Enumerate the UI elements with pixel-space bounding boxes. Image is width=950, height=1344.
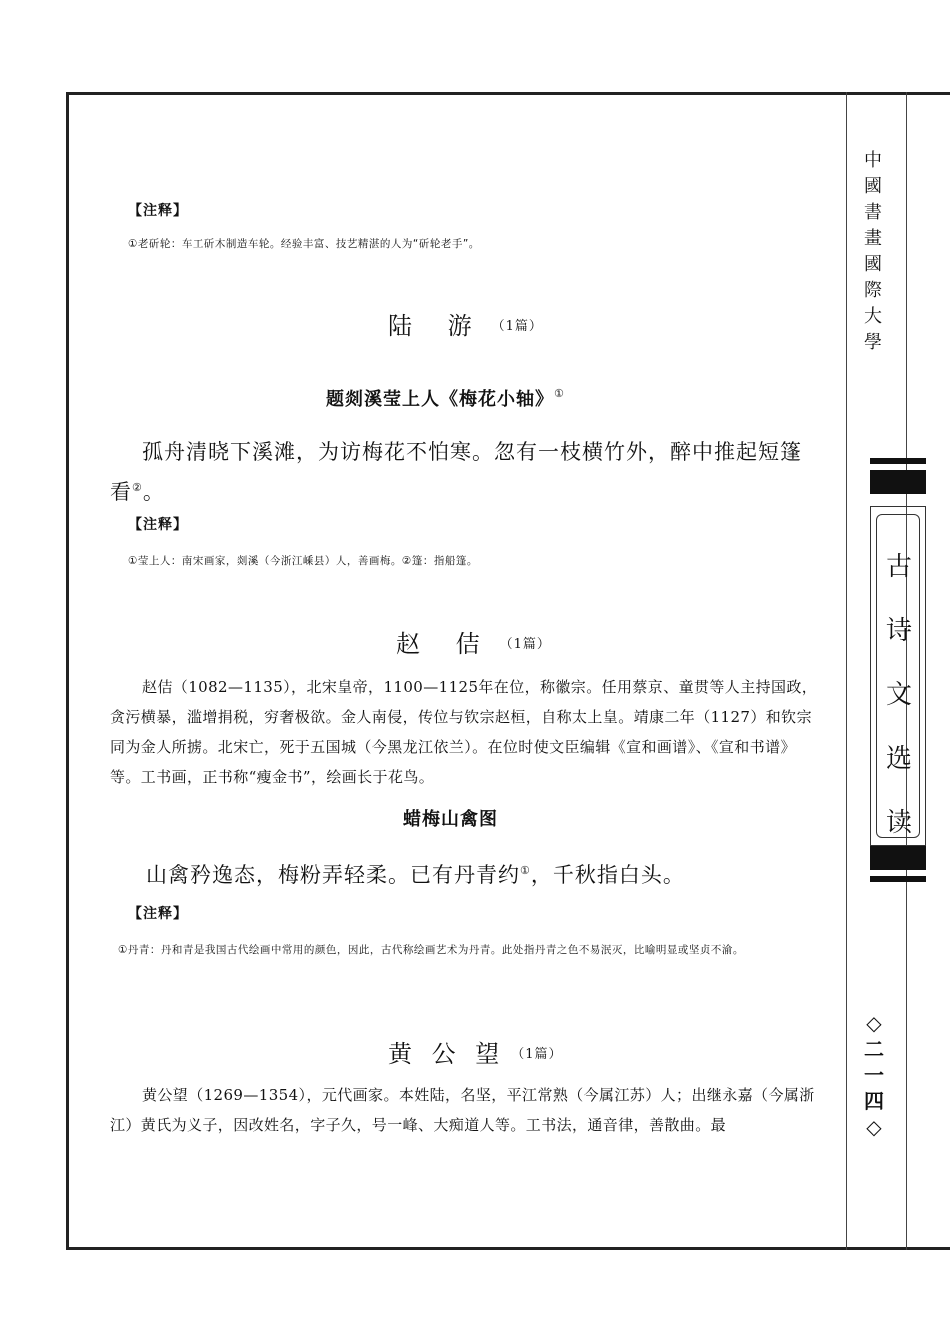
note-heading: 【注释】 — [128, 906, 188, 922]
poem-line: 山禽矜逸态，梅粉弄轻柔。已有丹青约①，千秋指白头。 — [146, 863, 685, 887]
page-number: ◇ 二 一 四 ◇ — [864, 1011, 884, 1139]
poem-line: 看②。 — [110, 480, 165, 504]
piece-count: （1篇） — [491, 319, 543, 334]
side-rule — [846, 92, 847, 1250]
piece-count: （1篇） — [499, 637, 551, 652]
poem-line: 孤舟清晓下溪滩，为访梅花不怕寒。忽有一枝横竹外，醉中推起短篷 — [142, 440, 802, 464]
note-text: ①莹上人：南宋画家，剡溪（今浙江嵊县）人，善画梅。②篷：指船篷。 — [128, 555, 478, 567]
biography: 黄公望（1269—1354），元代画家。本姓陆，名坚，平江常熟（今属江苏）人；出继永嘉（今属浙江）黄氏为义子，因改姓名，字子久，号一峰、大痴道人等。工书法，通音律，善散曲。最 — [110, 1086, 815, 1134]
university-name: 中國書畫國際大學 — [861, 150, 882, 358]
poem-title-text: 题剡溪莹上人《梅花小轴》 — [326, 389, 554, 410]
author-name: 赵 佶 — [396, 630, 494, 658]
note-heading: 【注释】 — [128, 517, 188, 533]
footnote-mark: ① — [554, 387, 565, 400]
banner-bar — [870, 458, 926, 464]
banner-cap — [870, 846, 926, 870]
banner-bar — [870, 876, 926, 882]
banner-cap — [870, 470, 926, 494]
biography: 赵佶（1082—1135），北宋皇帝，1100—1125年在位，称徽宗。任用蔡京、童贯等人主持国政，贪污横暴，滥增捐税，穷奢极欲。金人南侵，传位与钦宗赵桓，自称太上皇。靖康二年（1127）和钦宗同为金人所掳。北宋亡，死于五国城（今黑龙江依兰）。在位时使文臣编辑《宣和画谱》、《宣和书谱》等。工书画，正书称“瘦金书”，绘画长于花鸟。 — [110, 678, 818, 786]
author-heading — [396, 624, 551, 659]
poem-title — [326, 385, 565, 411]
footnote-mark: ① — [520, 864, 531, 877]
footnote-mark: ② — [132, 481, 143, 494]
note-text: ①丹青：丹和青是我国古代绘画中常用的颜色，因此，古代称绘画艺术为丹青。此处指丹青之色不易泯灭，比喻明显或坚贞不渝。 — [118, 944, 744, 956]
poem-body — [110, 434, 820, 510]
book-title: 古 诗 文 选 读 — [885, 552, 912, 838]
author-name: 黄 公 望 — [388, 1040, 506, 1068]
note-heading: 【注释】 — [128, 203, 188, 219]
piece-count: （1篇） — [511, 1047, 563, 1062]
author-name: 陆 游 — [388, 312, 486, 340]
author-heading — [388, 1034, 563, 1069]
author-heading — [388, 306, 543, 341]
note-text: ①老斫轮：车工斫木制造车轮。经验丰富、技艺精湛的人为“斫轮老手”。 — [128, 238, 480, 250]
page-frame — [66, 92, 950, 1250]
poem-title: 蜡梅山禽图 — [403, 809, 498, 830]
